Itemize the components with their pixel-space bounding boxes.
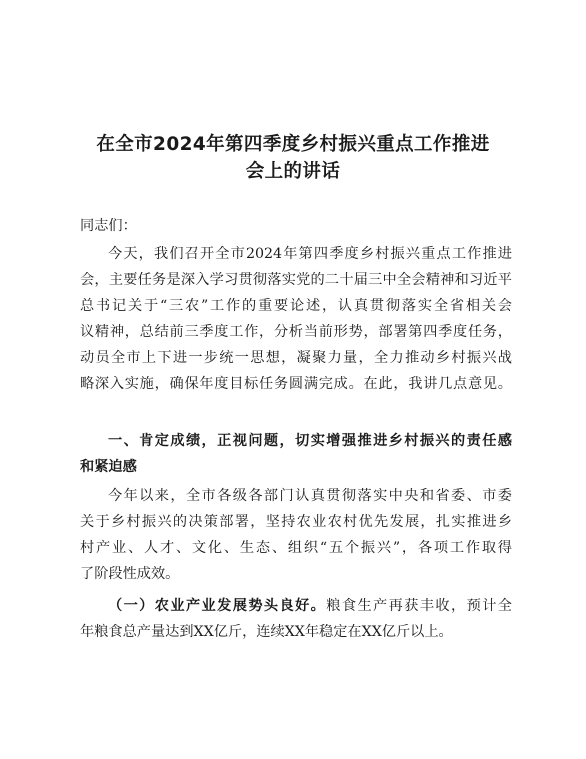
- section-para-line-4: 了阶段性成效。: [80, 566, 180, 582]
- section-para-line-2: 关于乡村振兴的决策部署，坚持农业农村优先发展，扎实推进乡: [80, 514, 512, 530]
- intro-line-3: 总书记关于“三农”工作的重要论述，认真贯彻落实全省相关会: [80, 298, 512, 314]
- subsection-heading: （一）农业产业发展势头良好。: [108, 598, 327, 614]
- subsection-line-1: [108, 596, 512, 616]
- document-title-line-2: 会上的讲话: [245, 161, 341, 182]
- intro-line-2: 会，主要任务是深入学习贯彻落实党的二十届三中全会精神和习近平: [80, 272, 512, 288]
- document-title-line-1: 在全市2024年第四季度乡村振兴重点工作推进: [96, 134, 490, 155]
- intro-line-1: 今天，我们召开全市2024年第四季度乡村振兴重点工作推进: [108, 246, 512, 262]
- intro-line-5: 动员全市上下进一步统一思想，凝聚力量，全力推动乡村振兴战: [80, 350, 512, 366]
- subsection-line-2: 年粮食总产量达到XX亿斤，连续XX年稳定在XX亿斤以上。: [80, 624, 453, 640]
- section-para-line-1: 今年以来，全市各级各部门认真贯彻落实中央和省委、市委: [108, 488, 512, 504]
- subsection-text: 粮食生产再获丰收，预计全: [326, 598, 512, 614]
- intro-line-6: 略深入实施，确保年度目标任务圆满完成。在此，我讲几点意见。: [80, 376, 512, 392]
- section-para-line-3: 村产业、人才、文化、生态、组织“五个振兴”，各项工作取得: [80, 540, 512, 556]
- section-heading-line-2: 和紧迫感: [80, 459, 137, 475]
- intro-line-4: 议精神，总结前三季度工作，分析当前形势，部署第四季度任务，: [80, 324, 512, 340]
- greeting: 同志们：: [80, 218, 137, 234]
- section-heading-line-1: 一、肯定成绩，正视问题，切实增强推进乡村振兴的责任感: [108, 433, 512, 449]
